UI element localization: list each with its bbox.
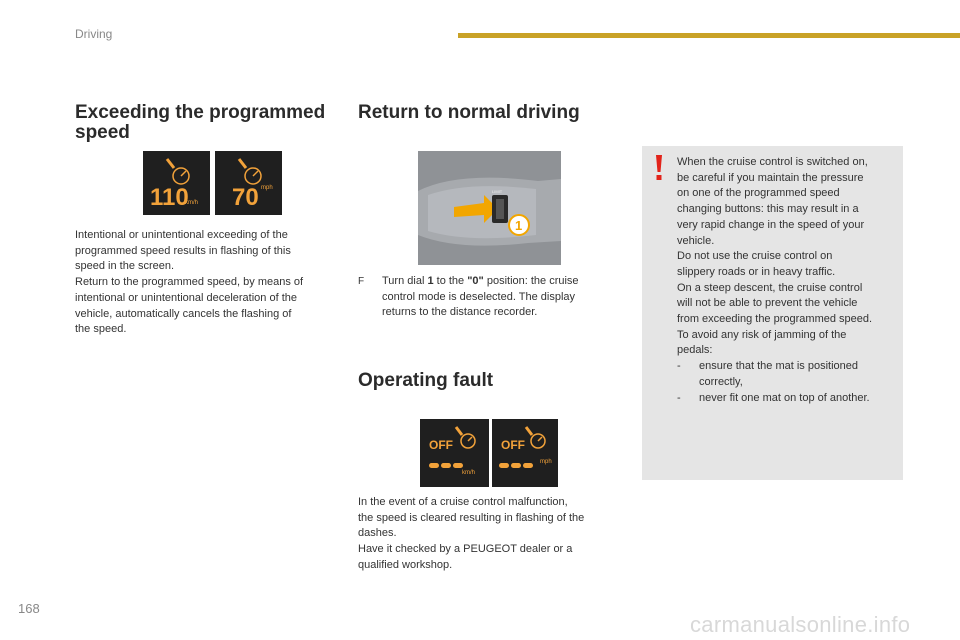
exceed-line: programmed speed results in flashing of this: [75, 244, 291, 257]
return-step-line: returns to the distance recorder.: [382, 306, 538, 319]
warning-line: Do not use the cruise control on: [677, 250, 833, 263]
exceed-line: intentional or unintentional deceleration of the: [75, 291, 297, 304]
cruise-gauge-icon: [239, 159, 261, 184]
exceed-line: the speed.: [75, 323, 127, 336]
dial-callout: 1: [515, 218, 523, 233]
list-item-text: correctly,: [699, 375, 743, 388]
step-dial-number: 1: [427, 275, 434, 287]
warning-line: On a steep descent, the cruise control: [677, 281, 863, 294]
step-prefix: Turn dial: [382, 275, 428, 287]
warning-line: slippery roads or in heavy traffic.: [677, 265, 836, 278]
dashes-icon: [499, 463, 533, 468]
unit-mph: mph: [261, 185, 273, 191]
status-off-mph: OFF: [501, 438, 525, 452]
fault-line: qualified workshop.: [358, 558, 453, 571]
svg-text:LIMIT: LIMIT: [492, 189, 503, 194]
fault-line: In the event of a cruise control malfunction,: [358, 496, 568, 508]
fault-line: dashes.: [358, 527, 397, 540]
speed-value-kmh: 110: [150, 184, 189, 211]
fault-panel-kmh: [420, 419, 489, 487]
status-off-kmh: OFF: [429, 438, 453, 452]
warning-text: [677, 155, 899, 406]
unit-mph: mph: [540, 459, 552, 465]
fault-heading: Operating fault: [358, 370, 494, 391]
exceed-line: speed in the screen.: [75, 260, 175, 273]
warning-line: changing buttons: this may result in a: [677, 203, 859, 216]
return-step-line: [358, 274, 618, 290]
exceed-line: Return to the programmed speed, by means of: [75, 276, 304, 289]
list-item-text: ensure that the mat is positioned: [699, 360, 858, 373]
warning-line: be careful if you maintain the pressure: [677, 171, 864, 184]
warning-list-item: [677, 391, 899, 407]
exceed-line: vehicle, automatically cancels the flashing of: [75, 307, 292, 320]
fault-line: Have it checked by a PEUGEOT dealer or a: [358, 543, 573, 556]
return-heading: Return to normal driving: [358, 102, 580, 123]
list-dash: -: [677, 391, 681, 404]
header-accent-bar: [458, 33, 960, 38]
fault-line: the speed is cleared resulting in flashing of the: [358, 511, 585, 524]
cruise-gauge-icon: [526, 427, 545, 448]
list-dash: -: [677, 360, 681, 373]
warning-line: will not be able to prevent the vehicle: [677, 297, 858, 310]
warning-list-item: [677, 359, 899, 375]
dash-panel-mph: [215, 151, 282, 215]
list-item-text: never fit one mat on top of another.: [699, 391, 870, 404]
warning-line: from exceeding the programmed speed.: [677, 313, 873, 326]
exceed-line: Intentional or unintentional exceeding of the: [75, 229, 288, 241]
step-bullet-icon: F: [358, 276, 365, 287]
exceed-heading: Exceeding the programmed speed: [75, 102, 326, 143]
warning-list-item: [677, 375, 899, 391]
cruise-gauge-icon: [456, 427, 475, 448]
unit-kmh: km/h: [462, 470, 476, 476]
fault-body: [358, 495, 618, 574]
exceed-body: [75, 228, 340, 338]
warning-line: When the cruise control is switched on,: [677, 156, 868, 168]
step-position: "0": [467, 275, 484, 287]
section-label: Driving: [75, 27, 113, 41]
warning-line: on one of the programmed speed: [677, 187, 840, 200]
warning-line: vehicle.: [677, 234, 715, 247]
return-step: [358, 274, 618, 321]
watermark: carmanualsonline.info: [690, 612, 911, 637]
cruise-gauge-icon: [167, 159, 189, 184]
warning-line: pedals:: [677, 344, 713, 357]
fault-panel-mph: [492, 419, 558, 487]
warning-line: very rapid change in the speed of your: [677, 218, 865, 231]
warning-line: To avoid any risk of jamming of the: [677, 328, 847, 341]
speed-value-mph: 70: [232, 184, 259, 211]
return-step-line: control mode is deselected. The display: [382, 290, 576, 303]
unit-kmh: km/h: [185, 200, 199, 206]
dashes-icon: [429, 463, 463, 468]
step-suffix: position: the cruise: [483, 275, 579, 287]
steering-lever-illustration: [418, 151, 561, 265]
exclamation-icon: [652, 155, 666, 181]
dash-panel-kmh: [143, 151, 210, 215]
page-number: 168: [18, 601, 40, 616]
step-middle: to the: [433, 275, 468, 287]
